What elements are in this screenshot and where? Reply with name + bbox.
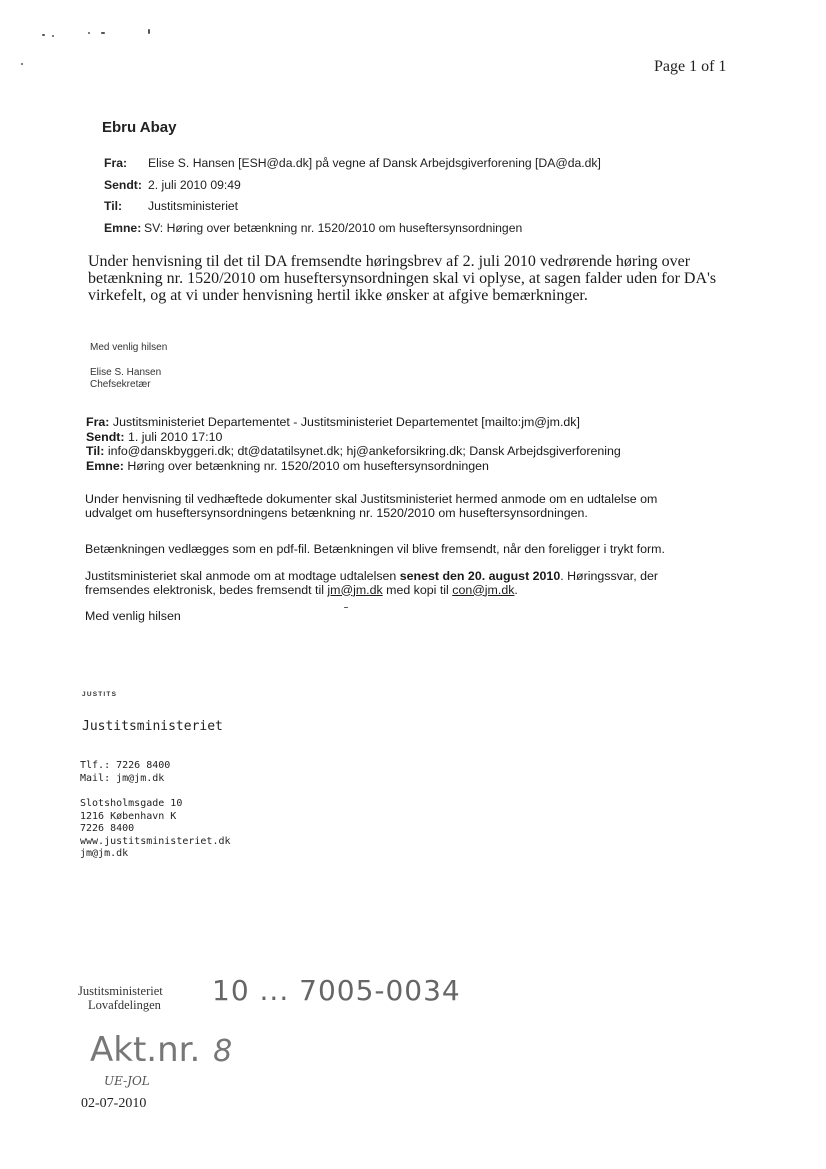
reply-body-line: betænkning nr. 1520/2010 om huseftersynsordningen skal vi oplyse, at sagen falder uden for DA's [88,270,717,287]
reply-body [88,253,716,304]
original-paragraph-1 [85,493,657,520]
stamp-line-1: Justitsministeriet [78,984,163,998]
case-number: 10 ... 7005-0034 [212,974,461,1007]
paragraph-3-line-2 [85,584,658,598]
original-headers [86,415,621,473]
scan-speck [88,32,90,34]
original-greeting: Med venlig hilsen [85,609,181,623]
stamp-date: 02-07-2010 [81,1096,147,1111]
reply-sent-value: 2. juli 2010 09:49 [148,178,241,192]
address-line: www.justitsministeriet.dk [80,835,231,847]
original-to-value: info@danskbyggeri.dk; dt@datatilsynet.dk; hj@ankeforsikring.dk; Dansk Arbejdsgiverforening [107,444,621,458]
reply-subject-value: SV: Høring over betænkning nr. 1520/2010 om huseftersynsordningen [144,221,523,235]
original-sent-value: 1. juli 2010 17:10 [128,429,223,444]
original-subject-label: Emne: [86,458,124,473]
receipt-stamp [78,984,163,1012]
scan-speck [42,34,45,36]
paragraph-text: . Høringssvar, der [560,569,658,583]
reply-from-row [104,156,601,170]
reply-sent-label: Sendt: [104,178,142,192]
original-subject-row [86,459,621,474]
email-link-jm[interactable]: jm@jm.dk [327,582,383,597]
original-paragraph-2: Betænkningen vedlægges som en pdf-fil. Betænkningen vil blive fremsendt, når den foreligger i trykt form. [85,542,665,556]
paragraph-text: med kopi til [382,582,453,597]
paragraph-line: Under henvisning til vedhæftede dokumenter skal Justitsministeriet hermed anmode om en udtalelse om [85,492,658,506]
original-sent-label: Sendt: [86,429,125,444]
scan-speck [101,32,105,34]
ministry-contact [80,760,170,785]
scan-speck [21,63,23,65]
reply-from-label: Fra: [104,156,128,170]
original-to-row [86,444,621,459]
ministry-mail: Mail: jm@jm.dk [80,772,165,784]
reply-signature [90,367,161,391]
reply-body-line: Under henvisning til det til DA fremsendte høringsbrev af 2. juli 2010 vedrørende høring over [88,253,691,270]
akt-label: Akt.nr. [90,1030,201,1070]
handwritten-initials: UE-JOL [104,1074,150,1088]
address-line: Slotsholmsgade 10 [80,798,183,809]
stamp-line-2: Lovafdelingen [88,998,161,1012]
reply-to-value: Justitsministeriet [148,199,239,213]
original-subject-value: Høring over betænkning nr. 1520/2010 om huseftersynsordningen [127,458,489,473]
reply-sent-row [104,178,241,192]
original-from-label: Fra: [86,415,110,429]
original-to-label: Til: [86,444,105,458]
ministry-logo: JUSTITS [82,691,118,698]
original-from-value: Justitsministeriet Departementet - Justitsministeriet Departementet [mailto:jm@jm.dk] [112,415,580,429]
reply-subject-row [104,221,522,235]
reply-greeting: Med venlig hilsen [90,342,168,353]
reply-subject-label: Emne: [104,221,142,235]
email-link-con[interactable]: con@jm.dk [452,582,515,597]
scan-speck [344,607,348,608]
original-paragraph-3 [85,570,658,597]
reply-to-label: Til: [104,199,123,213]
scan-speck [52,35,54,37]
address-line: 1216 København K [80,810,177,822]
scan-speck [148,29,150,34]
address-line: 7226 8400 [80,823,135,835]
paragraph-text: Justitsministeriet skal anmode om at modtage udtalelsen [85,569,400,583]
signer-title: Chefsekretær [90,379,151,390]
deadline-text: senest den 20. august 2010 [399,569,561,583]
akt-number: 8 [213,1034,233,1069]
paragraph-3-line-1 [85,570,658,584]
original-sent-row [86,430,621,445]
ministry-phone: Tlf.: 7226 8400 [80,760,171,771]
reply-from-value: Elise S. Hansen [ESH@da.dk] på vegne af Dansk Arbejdsgiverforening [DA@da.dk] [148,156,601,170]
ministry-address [80,798,231,861]
sender-name: Ebru Abay [102,119,177,136]
reply-to-row [104,199,238,213]
address-line: jm@jm.dk [80,848,129,860]
paragraph-line: udvalget om huseftersynsordningens betænkning nr. 1520/2010 om huseftersynsordningen. [85,505,588,520]
reply-body-line: virkefelt, og at vi under henvisning hertil ikke ønsker at afgive bemærkninger. [88,287,588,304]
signer-name: Elise S. Hansen [90,367,162,378]
paragraph-text: fremsendes elektronisk, bedes fremsendt til [85,582,328,597]
ministry-name: Justitsministeriet [82,719,223,734]
paragraph-text: . [514,582,518,597]
page-number: Page 1 of 1 [654,58,727,75]
akt-stamp [90,1030,232,1070]
original-from-row [86,415,621,430]
